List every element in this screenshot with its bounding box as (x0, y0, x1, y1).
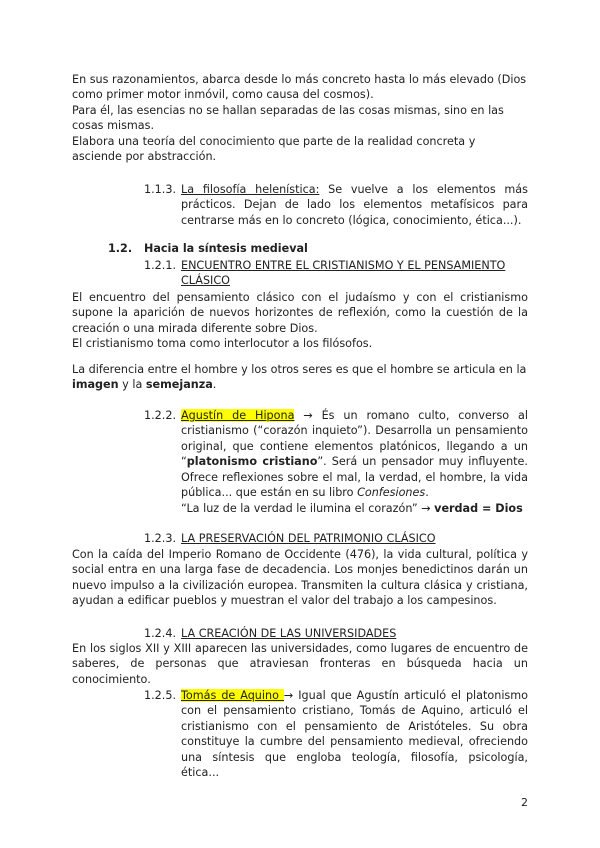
section-number-1-2-4: 1.2.4. (144, 627, 177, 640)
section-number-1-2: 1.2. (108, 242, 133, 255)
paragraph-text: → És un romano culto, converso al cristianismo (“corazón inquieto”). Desarrolla un pensamiento original, que contiene elementos platónicos, llegando a un “ (181, 409, 528, 469)
bold-verdad-dios: verdad = Dios (434, 502, 523, 515)
intro-paragraph-1: En sus razonamientos, abarca desde lo más concreto hasta lo más elevado (Dios como primer motor inmóvil, como causa del cosmos). (72, 73, 527, 102)
section-1-2-2-quote (181, 501, 528, 516)
section-1-2-1-title: ENCUENTRO ENTRE EL CRISTIANISMO Y EL PENSAMIENTO CLÁSICO (181, 259, 506, 288)
agustin-de-hipona-highlight: Agustín de Hipona (181, 409, 295, 422)
section-1-2-3-title: LA PRESERVACIÓN DEL PATRIMONIO CLÁSICO (181, 532, 436, 545)
section-1-1-3-text (181, 182, 528, 228)
section-number-1-2-3: 1.2.3. (144, 532, 177, 545)
paragraph-text: La diferencia entre el hombre y los otros seres es que el hombre se articula en la (72, 363, 527, 376)
section-1-2-1-paragraph-2: El cristianismo toma como interlocutor a los filósofos. (72, 337, 373, 350)
paragraph-text: . (212, 378, 217, 392)
section-1-2-1-paragraph-1: El encuentro del pensamiento clásico con el judaísmo y con el cristianismo supone la aparición de nuevos horizontes de reflexión, como la cuestión de la creación o una mirada diferente sobre Dios. (72, 291, 528, 335)
paragraph-text: . (425, 486, 429, 500)
section-1-2-1-paragraph-3 (72, 362, 528, 393)
section-1-2-2-text (181, 408, 528, 500)
section-1-2-3-paragraph: Con la caída del Imperio Romano de Occidente (476), la vida cultural, política y social entra en una larga fase de decadencia. Los monjes benedictinos darán un nuevo impulso a la civilización europea. Transmiten la cultura clásica y cristiana, ayudan a edificar pueblos y muestran el valor del trabajo a los campesinos. (72, 548, 528, 608)
paragraph-text: → Igual que Agustín articuló el platonismo con el pensamiento cristiano, Tomás de Aquino, articuló el cristianismo con el pensamiento de Aristóteles. Su obra constituye la cumbre del pensamiento medieval, ofreciendo una síntesis que engloba teología, filosofía, psicología, ética... (181, 689, 529, 780)
section-1-1-3-title: La filosofía helenística: (181, 183, 320, 196)
bold-platonismo-cristiano: platonismo cristiano (186, 455, 318, 469)
section-1-2-5-text (181, 688, 528, 780)
intro-paragraph-2: Para él, las esencias no se hallan separadas de las cosas mismas, sino en las cosas mismas. (72, 104, 504, 133)
bold-imagen: imagen (72, 378, 119, 392)
tomas-de-aquino-highlight: Tomás de Aquino (181, 689, 284, 702)
italic-confesiones: Confesiones (357, 486, 426, 500)
page-number: 2 (521, 796, 528, 809)
paragraph-text: ”. Será un pensador muy influyente. Ofrece reflexiones sobre el mal, la verdad, el hombre, la vida pública... que están en su libro (181, 455, 528, 500)
section-number-1-2-5: 1.2.5. (144, 689, 177, 702)
section-1-2-4-title: LA CREACIÓN DE LAS UNIVERSIDADES (181, 627, 397, 640)
section-number-1-2-1: 1.2.1. (144, 259, 177, 272)
section-number-1-2-2: 1.2.2. (144, 409, 177, 422)
quote-text: “La luz de la verdad le ilumina el corazón” → (181, 502, 435, 515)
section-number-1-1-3: 1.1.3. (144, 183, 177, 196)
section-1-1-3-body: Se vuelve a los elementos más prácticos. Dejan de lado los elementos metafísicos para centrarse más en lo concreto (lógica, conocimiento, ética...). (181, 183, 528, 227)
paragraph-text: y la (118, 378, 146, 392)
intro-paragraph-3: Elabora una teoría del conocimiento que parte de la realidad concreta y asciende por abstracción. (72, 135, 476, 164)
bold-semejanza: semejanza (145, 378, 213, 392)
section-1-2-title: Hacia la síntesis medieval (144, 242, 308, 255)
section-1-2-4-paragraph: En los siglos XII y XIII aparecen las universidades, como lugares de encuentro de saberes, de personas que atraviesan fronteras en búsqueda hacia un conocimiento. (72, 642, 528, 686)
